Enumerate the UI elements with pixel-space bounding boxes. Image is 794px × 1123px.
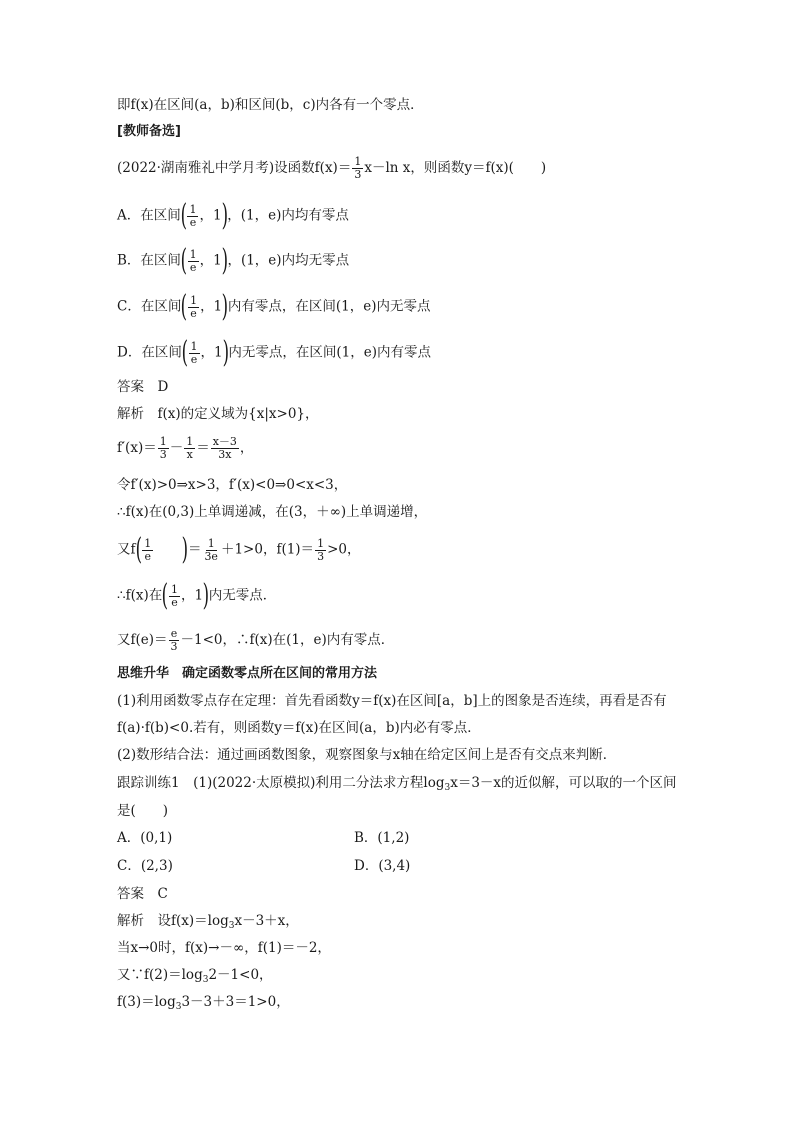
options-row-2 [117,856,677,876]
option-b: B．(1,2) [354,830,410,846]
text-line: ∴f(x)在(0,3)上单调递减，在(3，＋∞)上单调递增， [117,504,428,520]
question-stem: (2022·湖南雅礼中学月考)设函数f(x)＝ $\frac{1}{3}$ x－ln x，则函数y＝f(x)( ) [117,155,547,181]
option-d: D．在区间( $\frac{1}{e}$ ，1)内无零点，在区间(1，e)内有零点 [117,335,431,370]
text-line: 即f(x)在区间(a，b)和区间(b，c)内各有一个零点． [117,97,424,113]
text-line: ∴f(x)在( $\frac{1}{e}$ ，1)内无零点． [117,578,277,613]
fraction: $\frac{1}{3}$ [354,155,362,181]
analysis-2: 解析 设$f(x)=\log_3x-3+x$， [117,913,299,931]
analysis-1: 解析 f(x)的定义域为{x|x>0}， [117,406,319,422]
text-line: (1)利用函数零点存在定理：首先看函数y＝f(x)在区间[a，b]上的图象是否连续，再看是否有 [117,693,667,709]
section-label-teacher: [教师备选] [117,124,181,139]
option-a: A．在区间( $\frac{1}{e}$ ，1)，(1，e)内均有零点 [117,198,349,233]
method-summary-title: 思维升华 确定函数零点所在区间的常用方法 [117,666,378,681]
answer-2: 答案 C [117,886,168,902]
text-line: 又f(e)＝ $\frac{e}{3}$ －1<0，∴f(x)在(1，e)内有零点． [117,627,395,653]
practice-question: 跟踪训练1 (1)(2022·太原模拟)利用二分法求方程$\log_3x=3-x$的近似解，可以取的一个区间 [117,775,677,793]
text-line: (2)数形结合法：通过画函数图象，观察图象与x轴在给定区间上是否有交点来判断． [117,747,617,763]
text-line: 令f′(x)>0⇒x>3，f′(x)<0⇒0<x<3， [117,477,348,493]
text-line: $f(3)=\log_33-3+3=1>0$， [117,994,290,1012]
text-line: 当x→0时，f(x)→－∞，f(1)＝－2， [117,940,331,956]
option-b: B．在区间( $\frac{1}{e}$ ，1)，(1，e)内均无零点 [117,243,350,278]
text-line: 又$\because f(2)=\log_32-1<0$， [117,967,273,985]
option-c: C．(2,3) [117,858,173,874]
value-line: 又f( $\frac{1}{e}$ )＝ $\frac{1}{3e}$ ＋1>0，f(1)＝ $\frac{1}{3}$ >0， [117,532,361,567]
option-d: D．(3,4) [354,858,411,874]
options-row-1 [117,828,677,848]
text-line: 是( ) [117,803,169,819]
answer-1: 答案 D [117,379,169,395]
option-c: C．在区间( $\frac{1}{e}$ ，1)内有零点，在区间(1，e)内无零点 [117,289,431,324]
option-a: A．(0,1) [117,830,173,846]
derivative-line: f′(x)＝ $\frac{1}{3}$ － $\frac{1}{x}$ ＝ $\frac{x-3}{3x}$ ， [117,435,254,461]
text-line: f(a)·f(b)<0.若有，则函数y＝f(x)在区间(a，b)内必有零点． [117,720,481,736]
